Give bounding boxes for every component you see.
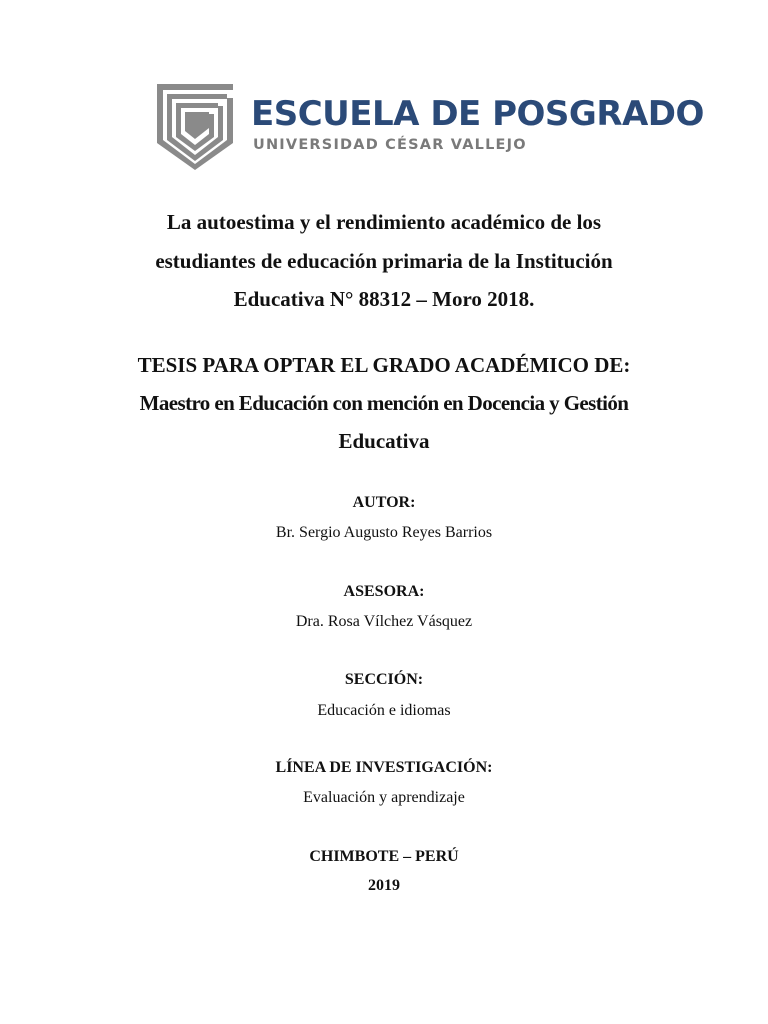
research-line-value: Evaluación y aprendizaje xyxy=(303,789,465,806)
year-text: 2019 xyxy=(368,877,400,894)
degree-heading: TESIS PARA OPTAR EL GRADO ACADÉMICO DE: xyxy=(137,353,631,377)
thesis-title-line-2: estudiantes de educación primaria de la Institución xyxy=(155,248,613,273)
thesis-title xyxy=(0,203,768,319)
logo-school-name: ESCUELA DE POSGRADO xyxy=(251,94,704,134)
thesis-title-line-3: Educativa N° 88312 – Moro 2018. xyxy=(233,287,535,311)
section-value: Educación e idiomas xyxy=(317,702,451,719)
thesis-title-line-1: La autoestima y el rendimiento académico de los xyxy=(166,210,602,234)
university-logo xyxy=(157,84,704,170)
degree-name-line-1: Maestro en Educación con mención en Docencia y Gestión xyxy=(139,391,629,415)
advisor-label: ASESORA: xyxy=(343,583,425,600)
place-text: CHIMBOTE – PERÚ xyxy=(309,848,459,865)
shield-logo-icon xyxy=(157,84,233,170)
research-line-label: LÍNEA DE INVESTIGACIÓN: xyxy=(275,759,493,776)
section-label: SECCIÓN: xyxy=(344,671,424,688)
author-label: AUTOR: xyxy=(352,494,416,511)
advisor-value: Dra. Rosa Vílchez Vásquez xyxy=(295,613,473,630)
logo-university-name: UNIVERSIDAD CÉSAR VALLEJO xyxy=(253,137,527,153)
author-value: Br. Sergio Augusto Reyes Barrios xyxy=(275,524,493,541)
degree-name-line-2: Educativa xyxy=(338,429,430,453)
degree-statement xyxy=(0,346,768,460)
